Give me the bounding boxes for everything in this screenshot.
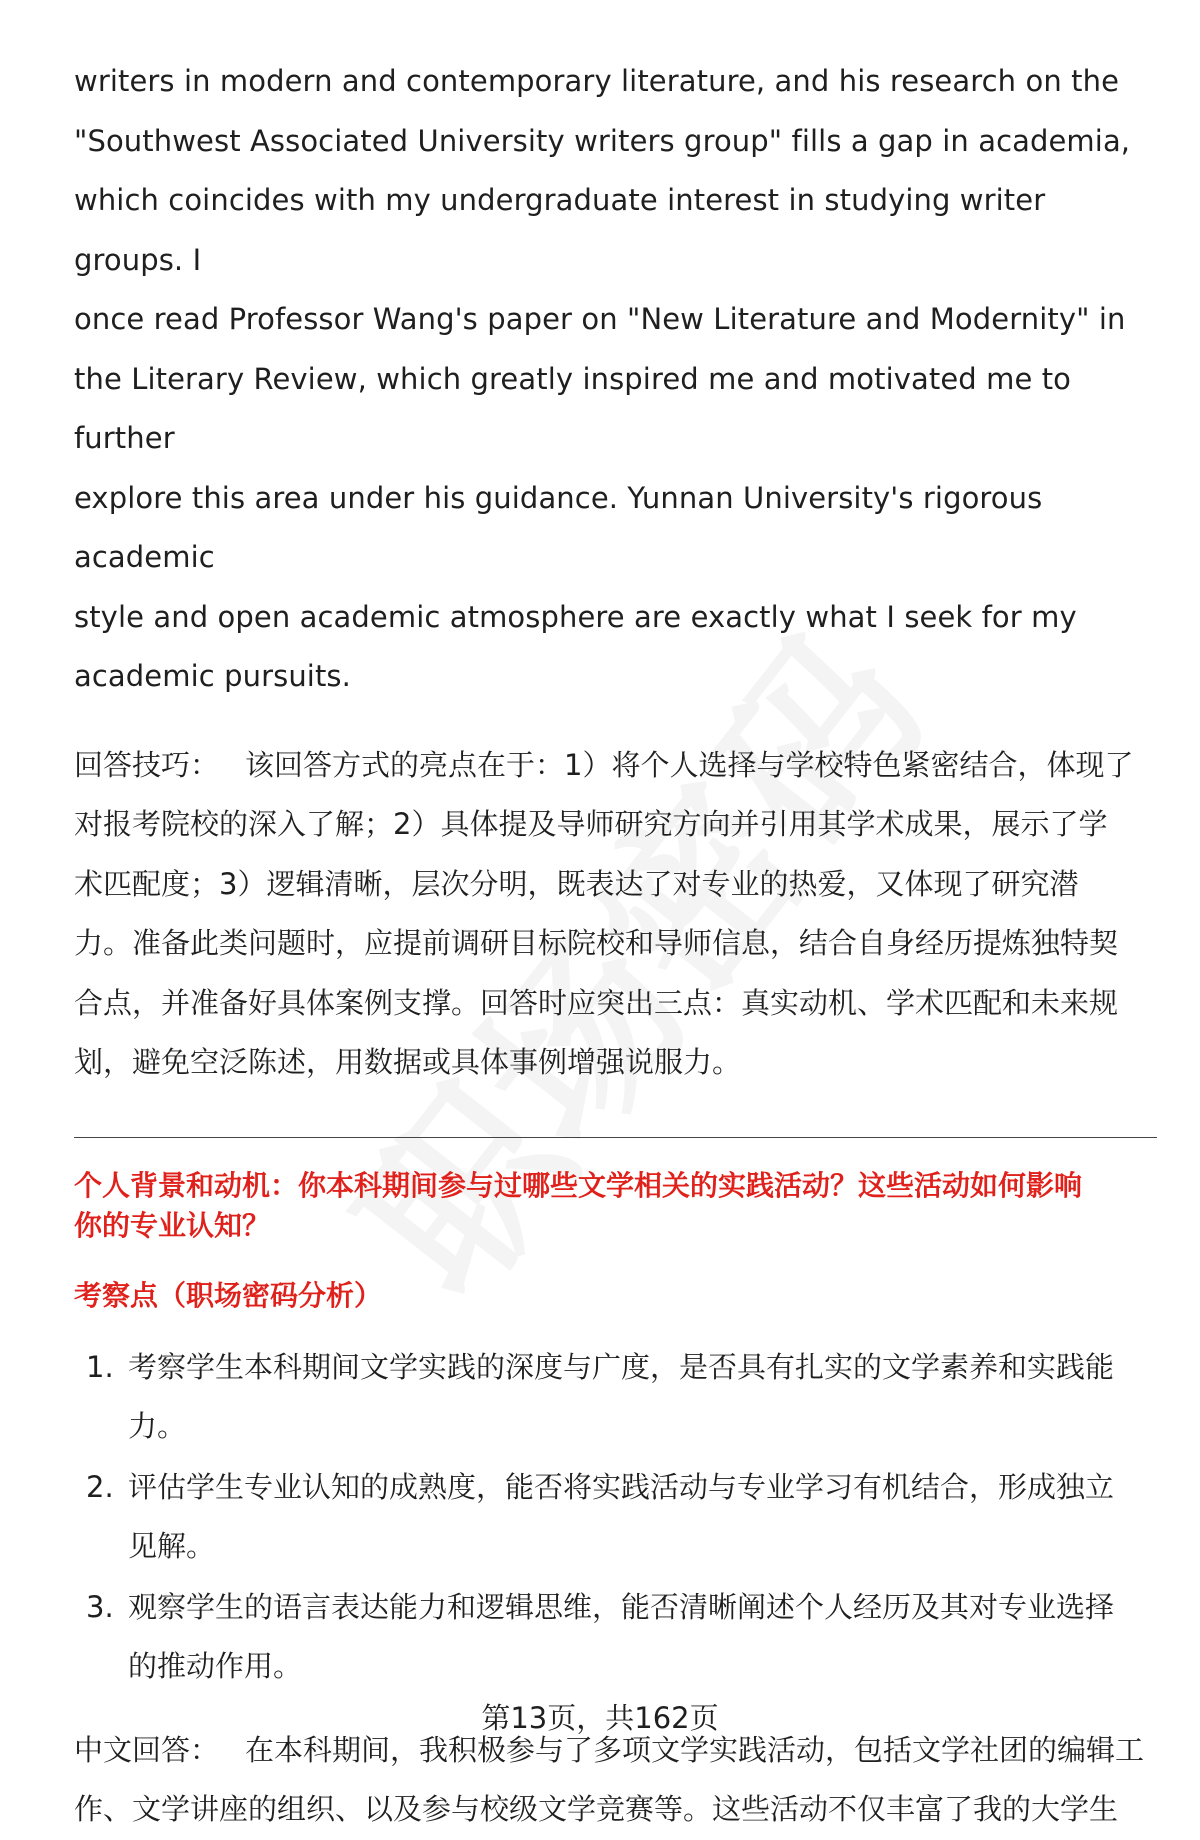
- answer-line: 作、文学讲座的组织、以及参与校级文学竞赛等。这些活动不仅丰富了我的大学生: [74, 1792, 1119, 1826]
- intro-line: style and open academic atmosphere are exactly what I seek for my: [74, 599, 1077, 634]
- question-heading: [74, 1166, 1157, 1246]
- list-item-line: 见解。: [128, 1529, 216, 1563]
- answer-tips-paragraph: [74, 736, 1157, 1093]
- question-line: 你的专业认知？: [74, 1208, 271, 1242]
- intro-line: the Literary Review, which greatly inspired me and motivated me to further: [74, 361, 1072, 455]
- list-item: [74, 1458, 1157, 1577]
- tips-line: 力。准备此类问题时，应提前调研目标院校和导师信息，结合自身经历提炼独特契: [74, 926, 1119, 960]
- intro-line: writers in modern and contemporary literature, and his research on the: [74, 64, 1120, 98]
- list-item-number: 1.: [86, 1349, 114, 1384]
- list-item-line: 力。: [128, 1409, 187, 1443]
- intro-line: which coincides with my undergraduate interest in studying writer groups. I: [74, 183, 1046, 277]
- chinese-answer-paragraph: [74, 1721, 1157, 1840]
- tips-line: 该回答方式的亮点在于：1）将个人选择与学校特色紧密结合，体现了: [245, 747, 1134, 782]
- list-item-number: 3.: [86, 1589, 114, 1624]
- list-item: [74, 1578, 1157, 1697]
- tips-line: 对报考院校的深入了解；2）具体提及导师研究方向并引用其学术成果，展示了学: [74, 807, 1108, 841]
- page-number: 第13页，共162页: [481, 1701, 719, 1735]
- page-content: [74, 52, 1157, 1840]
- list-item-line: 考察学生本科期间文学实践的深度与广度，是否具有扎实的文学素养和实践能: [128, 1349, 1115, 1384]
- intro-line: academic pursuits.: [74, 659, 351, 693]
- tips-label: 回答技巧：: [74, 747, 220, 782]
- list-item-number: 2.: [86, 1469, 114, 1504]
- intro-line: once read Professor Wang's paper on "New Literature and Modernity" in: [74, 302, 1126, 336]
- list-item-line: 观察学生的语言表达能力和逻辑思维，能否清晰阐述个人经历及其对专业选择: [128, 1589, 1115, 1624]
- section-divider: [74, 1137, 1157, 1138]
- tips-line: 术匹配度；3）逻辑清晰，层次分明，既表达了对专业的热爱，又体现了研究潜: [74, 866, 1079, 901]
- assessment-points-list: [74, 1338, 1157, 1697]
- answer-line: 在本科期间，我积极参与了多项文学实践活动，包括文学社团的编辑工: [245, 1732, 1145, 1767]
- list-item: [74, 1338, 1157, 1457]
- tips-line: 划，避免空泛陈述，用数据或具体事例增强说服力。: [74, 1045, 742, 1079]
- list-item-line: 的推动作用。: [128, 1649, 303, 1683]
- intro-paragraph: [74, 52, 1157, 707]
- list-item-line: 评估学生专业认知的成熟度，能否将实践活动与专业学习有机结合，形成独立: [128, 1469, 1115, 1504]
- answer-label: 中文回答：: [74, 1732, 220, 1767]
- tips-line: 合点，并准备好具体案例支撑。回答时应突出三点：真实动机、学术匹配和未来规: [74, 985, 1119, 1020]
- assessment-points-title: 考察点（职场密码分析）: [74, 1278, 383, 1312]
- intro-line: "Southwest Associated University writers group" fills a gap in academia,: [74, 123, 1131, 158]
- question-line: 个人背景和动机：你本科期间参与过哪些文学相关的实践活动？这些活动如何影响: [74, 1168, 1083, 1202]
- intro-line: explore this area under his guidance. Yunnan University's rigorous academic: [74, 480, 1043, 574]
